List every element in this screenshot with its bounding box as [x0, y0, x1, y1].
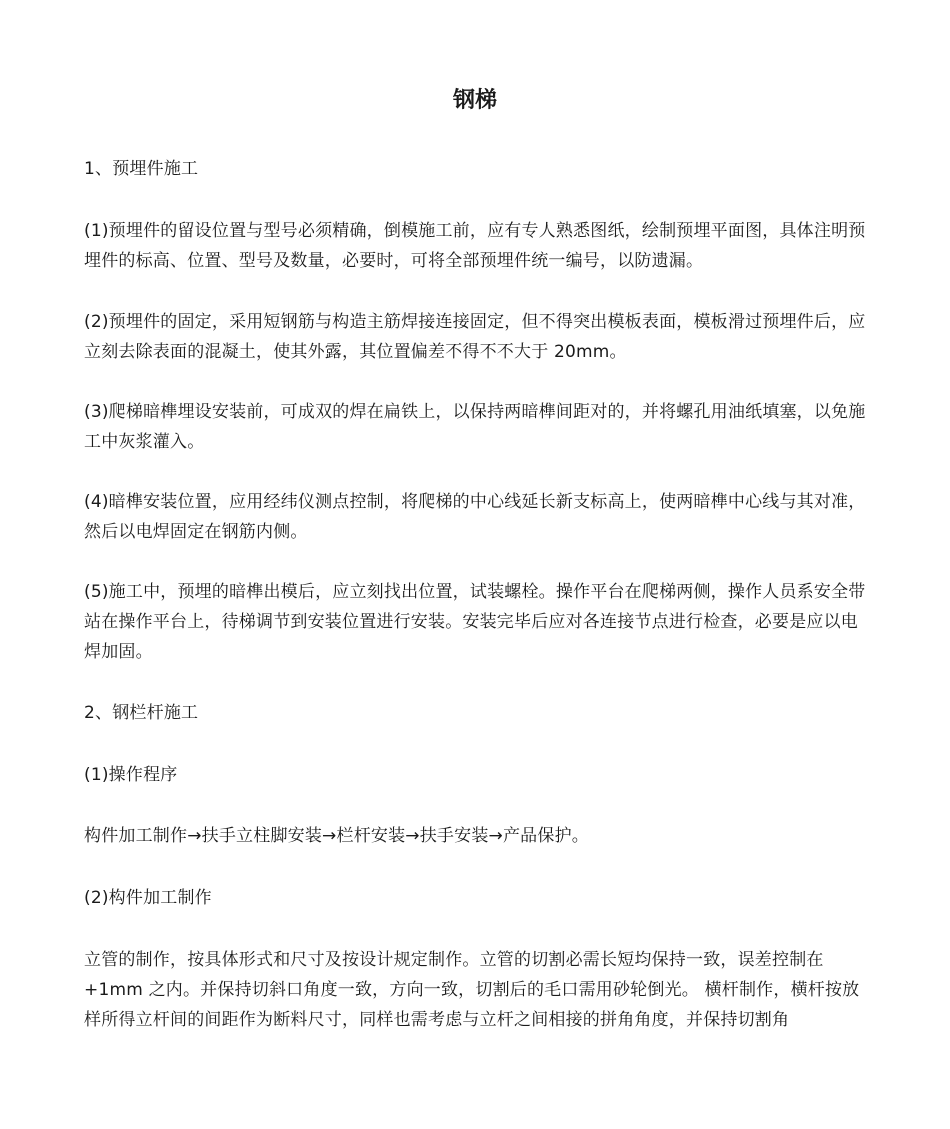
- paragraph: (1)操作程序: [84, 765, 178, 785]
- document-title: 钢梯: [452, 88, 497, 113]
- section-heading: 1、预埋件施工: [84, 159, 199, 179]
- paragraph: (5)施工中，预埋的暗榫出模后，应立刻找出位置，试装螺栓。操作平台在爬梯两侧，操作人员系安全带站在操作平台上，待梯调节到安装位置进行安装。安装完毕后应对各连接节点进行检查，必要是应以电焊加固。: [84, 582, 866, 662]
- paragraph: 构件加工制作→扶手立柱脚安装→栏杆安装→扶手安装→产品保护。: [84, 826, 589, 846]
- paragraph: (1)预埋件的留设位置与型号必须精确，倒模施工前，应有专人熟悉图纸，绘制预埋平面图，具体注明预埋件的标高、位置、型号及数量，必要时，可将全部预埋件统一编号，以防遗漏。: [84, 221, 866, 271]
- paragraph: 立管的制作，按具体形式和尺寸及按设计规定制作。立管的切割必需长短均保持一致，误差控制在+1mm 之内。并保持切斜口角度一致，方向一致，切割后的毛口需用砂轮倒光。 横杆制作，横杆按放样所得立杆间的间距作为断料尺寸，同样也需考虑与立杆之间相接的拼角角度，并保持切割角: [84, 950, 860, 1030]
- paragraph: (3)爬梯暗榫埋设安装前，可成双的焊在扁铁上，以保持两暗榫间距对的，并将螺孔用油纸填塞，以免施工中灰浆灌入。: [84, 402, 866, 452]
- paragraph: (2)预埋件的固定，采用短钢筋与构造主筋焊接连接固定，但不得突出模板表面，模板滑过预埋件后，应立刻去除表面的混凝土，使其外露，其位置偏差不得不不大于 20mm。: [84, 312, 866, 362]
- paragraph: (2)构件加工制作: [84, 888, 212, 908]
- section-heading: 2、钢栏杆施工: [84, 703, 199, 723]
- paragraph: (4)暗榫安装位置，应用经纬仪测点控制，将爬梯的中心线延长新支标高上，使两暗榫中心线与其对准，然后以电焊固定在钢筋内侧。: [84, 492, 866, 542]
